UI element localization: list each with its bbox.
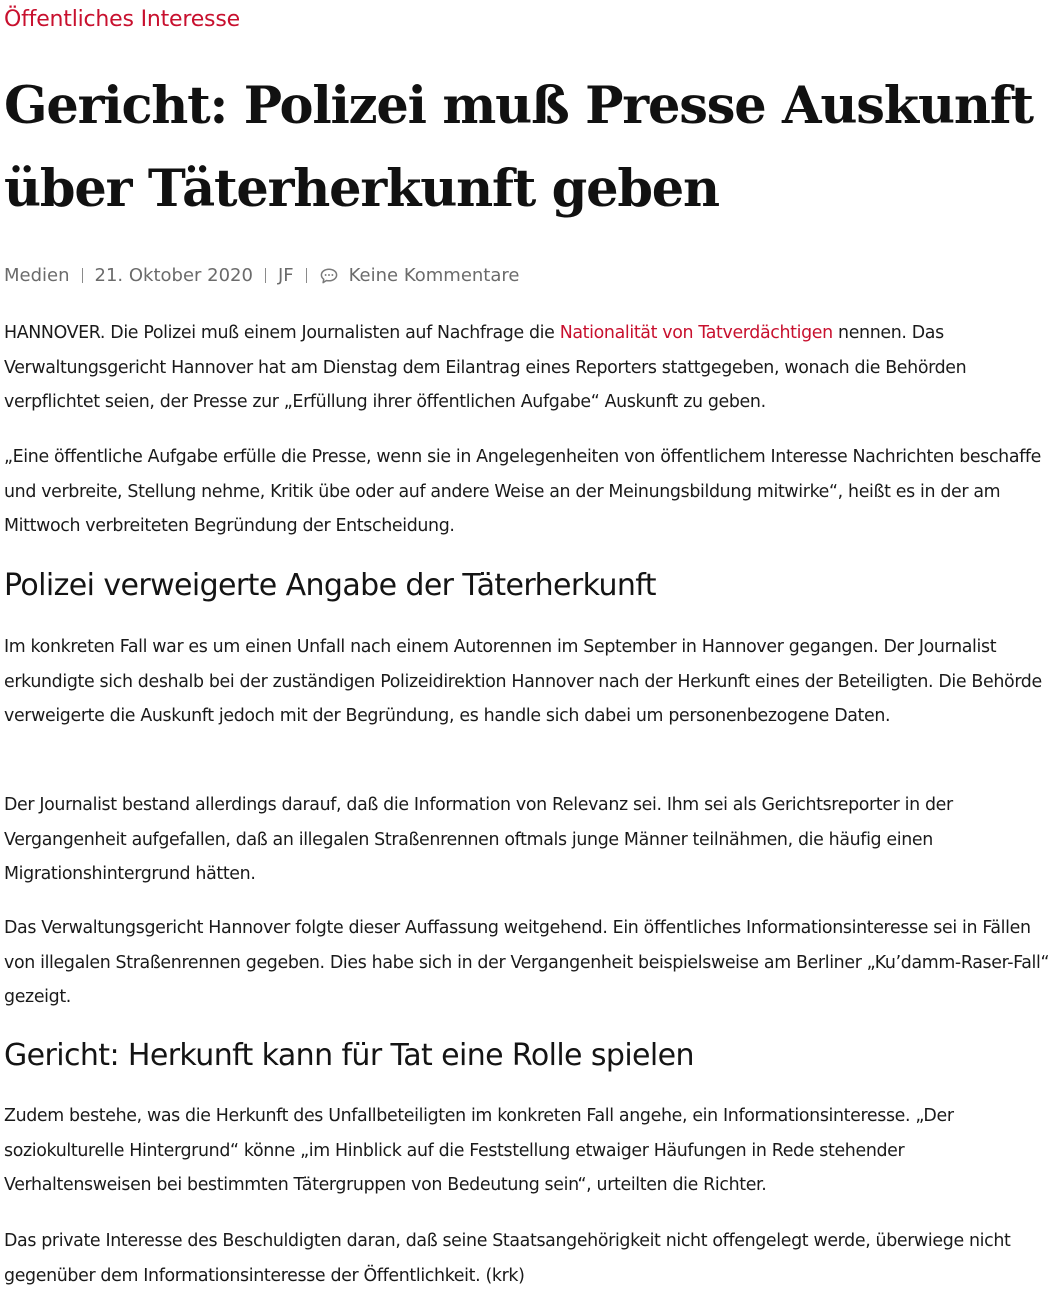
body-paragraph: Das Verwaltungsgericht Hannover folgte dieser Auffassung weitgehend. Ein öffentliches Informationsinteresse sei in Fällen von illegalen Straßenrennen gegeben. Dies habe sich in der Vergangenheit beispielsweise am Berliner „Ku’damm-Raser-Fall“ gezeigt.: [4, 918, 1050, 1008]
body-paragraph: „Eine öffentliche Aufgabe erfülle die Presse, wenn sie in Angelegenheiten von öffentlichem Interesse Nachrichten beschaffe und verbreite, Stellung nehme, Kritik übe oder auf andere Weise an der Meinungsbildung mitwirke“, heißt es in der am Mittwoch verbreiteten Begründung der Entscheidung.: [4, 447, 1042, 537]
meta-divider: [306, 268, 307, 283]
body-paragraph: Im konkreten Fall war es um einen Unfall nach einem Autorennen im September in Hannover gegangen. Der Journalist erkundigte sich deshalb bei der zuständigen Polizeidirektion Hannover nach der Herkunft eines der Beteiligten. Die Behörde verweigerte die Auskunft jedoch mit der Begründung, es handle sich dabei um personenbezogene Daten.: [4, 637, 1042, 727]
intro-text-before: HANNOVER. Die Polizei muß einem Journalisten auf Nachfrage die: [4, 323, 560, 343]
publish-date: 21. Oktober 2020: [94, 264, 253, 286]
body-paragraph: Zudem bestehe, was die Herkunft des Unfallbeteiligten im konkreten Fall angehe, ein Informationsinteresse. „Der soziokulturelle Hintergrund“ könne „im Hinblick auf die Feststellung etwaiger Häufungen in Rede stehender Verhaltensweisen bei bestimmten Tätergruppen von Bedeutung sein“, urteilten die Richter.: [4, 1106, 954, 1196]
meta-divider: [82, 268, 83, 283]
author-link[interactable]: JF: [277, 264, 294, 286]
category-link[interactable]: Medien: [4, 264, 70, 286]
body-paragraph: Der Journalist bestand allerdings darauf, daß die Information von Relevanz sei. Ihm sei als Gerichtsreporter in der Vergangenheit aufgefallen, daß an illegalen Straßenrennen oftmals junge Männer teilnähmen, die häufig einen Migrationshintergrund hätten.: [4, 795, 953, 885]
body-paragraph: Das private Interesse des Beschuldigten daran, daß seine Staatsangehörigkeit nicht offengelegt werde, überwiege nicht gegenüber dem Informationsinteresse der Öffentlichkeit. (krk): [4, 1231, 1011, 1286]
speech-bubble-icon: [319, 267, 339, 285]
comments-link[interactable]: [319, 265, 520, 286]
intro-paragraph: [4, 316, 1050, 420]
article-meta: [4, 261, 519, 289]
comments-label: Keine Kommentare: [348, 264, 520, 286]
article-headline: Gericht: Polizei muß Presse Auskunft über Täterherkunft geben: [4, 76, 1033, 219]
article-kicker-link[interactable]: Öffentliches Interesse: [4, 7, 240, 32]
nationality-link[interactable]: Nationalität von Tatverdächtigen: [559, 323, 833, 343]
intro-text-after: nennen. Das Verwaltungsgericht Hannover hat am Dienstag dem Eilantrag eines Reporters stattgegeben, wonach die Behörden verpflichtet seien, der Presse zur „Erfüllung ihrer öffentlichen Aufgabe“ Auskunft zu geben.: [4, 323, 967, 413]
section-heading: Gericht: Herkunft kann für Tat eine Rolle spielen: [4, 1038, 694, 1073]
meta-divider: [265, 268, 266, 283]
section-heading: Polizei verweigerte Angabe der Täterherkunft: [4, 568, 656, 603]
